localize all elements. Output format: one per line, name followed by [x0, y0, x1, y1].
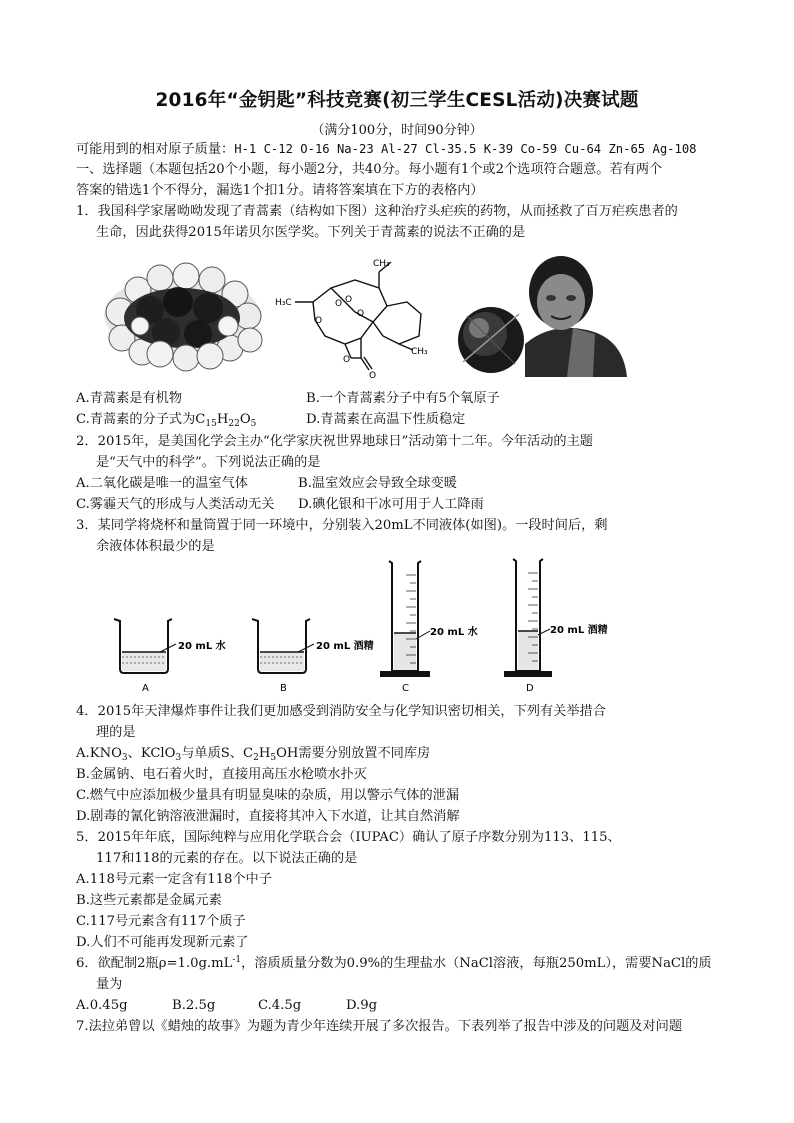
q2-stem: 2．2015年，是美国化学会主办“化学家庆祝世界地球日”活动第十二年。今年活动的主题	[76, 434, 593, 449]
cylinder-d	[504, 559, 552, 677]
q1-option-d: D.青蒿素在高温下性质稳定	[306, 412, 466, 427]
caption-b: B	[280, 683, 287, 694]
q3-stem: 3．某同学将烧杯和量筒置于同一环境中，分别装入20mL不同液体(如图)。一段时间后，剩	[76, 518, 608, 533]
q4-option-d: D.剧毒的氰化钠溶液泄漏时，直接将其冲入下水道，让其自然消解	[76, 809, 460, 824]
molecule-model-image	[90, 250, 270, 380]
page-title: 2016年“金钥匙”科技竞赛(初三学生CESL活动)决赛试题	[155, 90, 639, 111]
section-one-intro-cont: 答案的错选1个不得分，漏选1个扣1分。请将答案填在下方的表格内）	[76, 183, 484, 198]
q2-stem-cont: 是“天气中的科学”。下列说法正确的是	[96, 455, 321, 470]
q5-option-c: C.117号元素含有117个质子	[76, 914, 246, 929]
fig-h3c-label: H₃C	[275, 298, 292, 308]
q2-option-b: B.温室效应会导致全球变暖	[298, 476, 457, 491]
artemisinin-structure-diagram	[275, 250, 440, 380]
q2-option-d: D.碘化银和干冰可用于人工降雨	[298, 497, 484, 512]
fig-oxygen-2: O	[345, 295, 353, 305]
q4-stem-cont: 理的是	[96, 725, 136, 740]
fig-ch3-top-label: CH₃	[373, 259, 390, 269]
beaker-b-label: 20 mL 酒精	[316, 641, 374, 652]
q1-option-a: A.青蒿素是有机物	[76, 391, 183, 406]
fig-oxygen-4: O	[357, 309, 365, 319]
q4-stem: 4．2015年天津爆炸事件让我们更加感受到消防安全与化学知识密切相关，下列有关举措合	[76, 704, 606, 719]
q5-option-a: A.118号元素一定含有118个中子	[76, 872, 272, 887]
q6-option-c: C.4.5g	[258, 998, 302, 1013]
q7-stem: 7.法拉弟曾以《蜡烛的故事》为题为青少年连续开展了多次报告。下表列举了报告中涉及的问题及对问题	[76, 1019, 683, 1034]
atomic-mass-label: 可能用到的相对原子质量：	[76, 142, 235, 157]
q1-stem: 1．我国科学家屠呦呦发现了青蒿素（结构如下图）这种治疗头疟疾的药物，从而拯救了百万疟疾患者的	[76, 204, 678, 219]
cylinder-c-label: 20 mL 水	[430, 627, 478, 638]
q6-stem-cont: 量为	[96, 977, 123, 992]
cylinder-c	[380, 561, 430, 677]
liquid-containers-figure	[100, 555, 620, 695]
q4-option-b: B.金属钠、电石着火时，直接用高压水枪喷水扑灭	[76, 767, 367, 782]
beaker-a-label: 20 mL 水	[178, 641, 226, 652]
q5-option-d: D.人们不可能再发现新元素了	[76, 935, 249, 950]
q5-stem: 5．2015年年底，国际纯粹与应用化学联合会（IUPAC）确认了原子序数分别为113、115、	[76, 830, 621, 845]
q4-option-c: C.燃气中应添加极少量具有明显臭味的杂质，用以警示气体的泄漏	[76, 788, 460, 803]
q6-stem: 6．欲配制2瓶$\rho=1.0g.mL^{-1}$，溶质质量分数为0.9%的生理盐水（NaCl溶液，每瓶250mL），需要NaCl的质	[76, 955, 712, 971]
caption-a: A	[142, 683, 149, 694]
atomic-mass-values: H-1 C-12 O-16 Na-23 Al-27 Cl-35.5 K-39 Co-59 Cu-64 Zn-65 Ag-108	[234, 142, 697, 156]
section-one-intro: 一、选择题（本题包括20个小题，每小题2分，共40分。每小题有1个或2个选项符合题意。若有两个	[76, 162, 663, 177]
cylinder-d-label: 20 mL 酒精	[550, 625, 608, 636]
atomic-mass-line	[76, 140, 697, 159]
q2-option-a: A.二氧化碳是唯一的温室气体	[76, 476, 248, 491]
fig-oxygen-5: O	[343, 355, 351, 365]
q6-option-d: D.9g	[346, 998, 378, 1013]
caption-c: C	[402, 683, 409, 694]
q1-option-c: C.青蒿素的分子式为$C_{15}H_{22}O_5$	[76, 412, 257, 429]
beaker-a	[114, 619, 176, 673]
q3-stem-cont: 余液体体积最少的是	[96, 539, 215, 554]
fig-ch3-right-label: CH₃	[411, 347, 428, 357]
q2-option-c: C.雾霾天气的形成与人类活动无关	[76, 497, 275, 512]
q4-option-a: $A.KNO_3$、KClO$_3$与单质S、$C_2H_5OH$需要分别放置不同库房	[76, 746, 431, 763]
q1-option-b: B.一个青蒿素分子中有5个氧原子	[306, 391, 500, 406]
fig-oxygen-1: O	[335, 299, 343, 309]
caption-d: D	[526, 683, 534, 694]
q6-option-a: A.0.45g	[76, 998, 128, 1013]
q5-option-b: B.这些元素都是金属元素	[76, 893, 222, 908]
fig-oxygen-3: O	[315, 316, 323, 326]
q5-stem-cont: 117和118的元素的存在。以下说法正确的是	[96, 851, 358, 866]
q1-stem-cont: 生命，因此获得2015年诺贝尔医学奖。下列关于青蒿素的说法不正确的是	[96, 225, 526, 240]
beaker-b	[252, 619, 314, 673]
scientist-photo	[455, 252, 630, 377]
q6-option-b: B.2.5g	[172, 998, 216, 1013]
page-subtitle: （满分100分，时间90分钟）	[311, 123, 483, 138]
fig-oxygen-6: O	[369, 371, 377, 380]
